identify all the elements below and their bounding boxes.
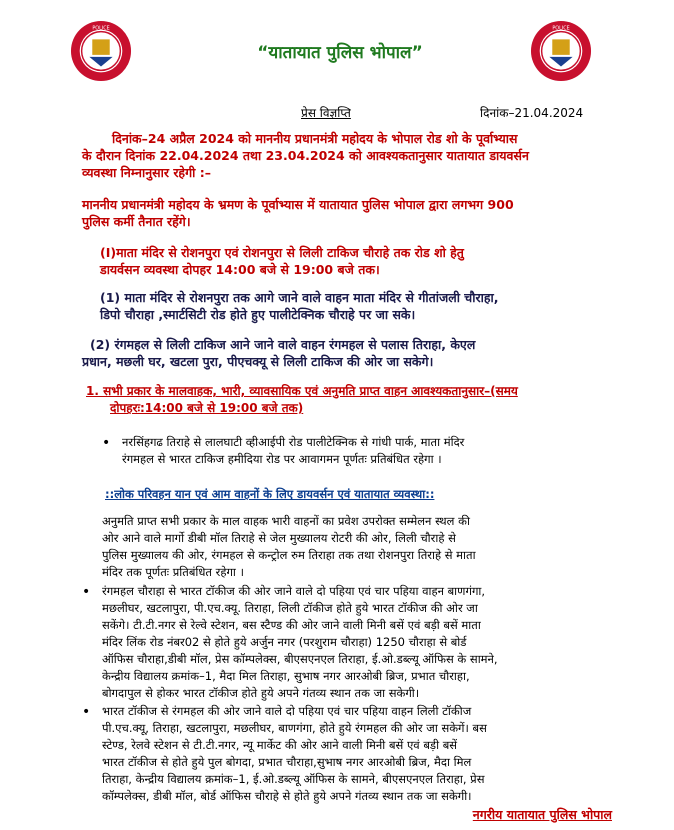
footer-signature: नगरीय यातायात पुलिस भोपाल [472,807,612,822]
bullet2-line-2: मछलीघर, खटलापुरा, पी.एच.क्यू. तिराहा, लिली टॉकीज होते हुये भारत टॉकीज की ओर जा [102,601,478,615]
police-line-1: माननीय प्रधानमंत्री महोदय के भ्रमण के पूर्वाभ्यास में यातायात पुलिस भोपाल द्वारा लगभग 900 [82,197,514,212]
section1-line-1: (I)माता मंदिर से रोशनपुरा एवं रोशनपुरा से लिली टाकिज चौराहे तक रोड शो हेतु [100,245,464,260]
goods-heading-line-1: 1. सभी प्रकार के मालवाहक, भारी, व्यावसायिक एवं अनुमति प्राप्त वाहन आवश्यकतानुसार–(समय [86,384,518,398]
permit-line-3: पुलिस मुख्यालय की ओर, रंगमहल से कन्ट्रोल रुम तिराहा तक तथा रोशनपुरा तिराहे से माता [102,548,476,562]
section2-line-2: डिपो चौराहा ,स्मार्टसिटी रोड होते हुए पालीटेक्निक चौराहे पर जा सके। [100,307,416,322]
goods-heading-line-2: दोपहरः:14:00 बजे से 19:00 बजे तक) [110,401,304,415]
intro-line-3: व्यवस्था निम्नानुसार रहेगी :– [82,165,211,180]
section1-line-2: डायर्वसन व्यवस्था दोपहर 14:00 बजे से 19:00 बजे तक। [100,262,380,277]
bullet3-line-4: भारत टॉकीज से होते हुये पुल बोगदा, प्रभात चौराहा,सुभाष नगर आरओबी ब्रिज, मैदा मिल [102,755,472,769]
bullet2-line-5: ऑफिस चौराहा,डीबी मॉल, प्रेस कॉम्पलेक्स, बीएसएनएल तिराहा, ई.ओ.डब्ल्यू ऑफिस के सामने, [102,652,498,666]
intro-line-2: के दौरान दिनांक 22.04.2024 तथा 23.04.2024 को आवश्यकतानुसार यातायात डायवर्सन [82,148,529,163]
section3-line-2: प्रधान, मछली घर, खटला पुरा, पीएचक्यू से लिली टाकिज की ओर जा सकेगे। [82,354,434,369]
bullet-dot: • [82,584,91,600]
bullet1-line-1: नरसिंहगढ तिराहे से लालघाटी व्हीआईपी रोड पालीटेक्निक से गांधी पार्क, माता मंदिर [122,435,465,449]
bullet-dot: • [82,704,91,720]
public-transport-heading: ::लोक परिवहन यान एवं आम वाहनों के लिए डायवर्सन एवं यातायात व्यवस्था:: [105,487,435,501]
bullet2-line-6: केन्द्रीय विद्यालय क्रमांक–1, मैदा मिल तिराहा, सुभाष नगर आरओबी ब्रिज, प्रभात चौराहा, [102,669,470,683]
svg-text:POLICE: POLICE [92,26,110,32]
permit-line-2: ओर आने वाले मार्गो डीबी मॉल तिराहे से जेल मुख्यालय रोटरी की ओर, लिली चौराहे से [102,531,456,545]
bullet2-line-4: मंदिर लिंक रोड नंबर02 से होते हुये अर्जुन नगर (परशुराम चौराहा) 1250 चौराहा से बोर्ड [102,635,467,649]
bullet1-line-2: रंगमहल से भारत टाकिज हमीदिया रोड पर आवागमन पूर्णतः प्रतिबंधित रहेगा । [122,452,442,466]
permit-line-4: मंदिर तक पूर्णतः प्रतिबंधित रहेगा । [102,565,244,579]
bullet-dot: • [102,435,111,451]
section3-line-1: (2) रंगमहल से लिली टाकिज आने जाने वाले वाहन रंगमहल से पलास तिराहा, केएल [90,337,476,352]
bullet3-line-6: कॉम्पलेक्स, डीबी मॉल, बोर्ड ऑफिस चौराहे से होते हुये अपने गंतव्य स्थान तक जा सकेगी। [102,789,472,803]
press-release-label: प्रेस विज्ञप्ति [301,106,351,120]
section2-line-1: (1) माता मंदिर से रोशनपुरा तक आगे जाने वाले वाहन माता मंदिर से गीतांजली चौराहा, [100,290,499,305]
bullet2-line-7: बोगदापुल से होकर भारत टॉकीज होते हुये अपने गंतव्य स्थान तक जा सकेगी। [102,686,420,700]
police-emblem-left [70,20,132,82]
permit-line-1: अनुमति प्राप्त सभी प्रकार के माल वाहक भारी वाहनों का प्रवेश उपरोक्त सम्मेलन स्थल की [102,514,470,528]
page-title: “यातायात पुलिस भोपाल” [257,43,423,63]
police-line-2: पुलिस कर्मी तैनात रहेंगे। [82,214,191,229]
bullet2-line-3: सकेंगे। टी.टी.नगर से रेल्वे स्टेशन, बस स्टैण्ड की ओर जाने वाली मिनी बसें एवं बड़ी बसें माता [102,618,481,632]
svg-text:POLICE: POLICE [552,26,570,32]
bullet3-line-5: तिराहा, केन्द्रीय विद्यालय क्रमांक–1, ई.ओ.डब्ल्यू ऑफिस के सामने, बीएसएनएल तिराहा, प्रेस [102,772,485,786]
bullet3-line-2: पी.एच.क्यू, तिराहा, खटलापुरा, मछलीघर, बाणगंगा, होते हुये रंगमहल की ओर जा सकेगें। बस [102,721,487,735]
intro-line-1: दिनांक–24 अप्रैल 2024 को माननीय प्रधानमंत्री महोदय के भोपाल रोड शो के पूर्वाभ्यास [112,131,518,146]
bullet3-line-1: भारत टॉकीज से रंगमहल की ओर जाने वाले दो पहिया एवं चार पहिया वाहन लिली टॉकीज [102,704,472,718]
press-date: दिनांक–21.04.2024 [480,106,584,120]
bullet3-line-3: स्टेण्ड, रेलवे स्टेशन से टी.टी.नगर, न्यू मार्केट की ओर आने वाली मिनी बसें एवं बड़ी बसें [102,738,458,752]
bullet2-line-1: रंगमहल चौराहा से भारत टॉकीज की ओर जाने वाले दो पहिया एवं चार पहिया वाहन बाणगंगा, [102,584,486,598]
police-emblem-right [530,20,592,82]
